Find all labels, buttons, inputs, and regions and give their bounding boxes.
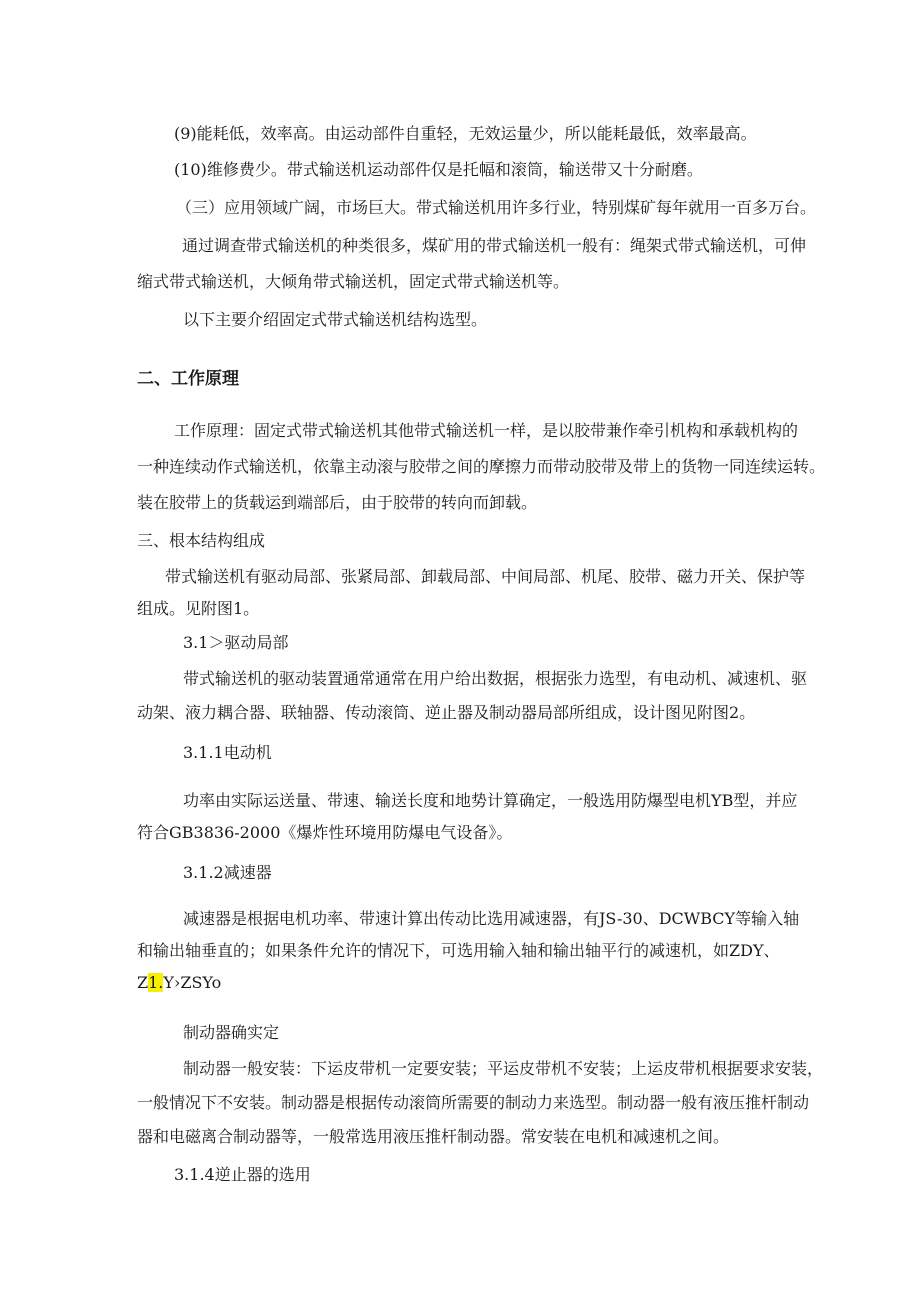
section-heading-working-principle: 二、工作原理	[137, 369, 239, 389]
paragraph-reducer-line-1: 减速器是根据电机功率、带速计算出传动比选用减速器，有JS-30、DCWBCY等输入轴	[183, 909, 800, 928]
paragraph-work-line-1: 工作原理：固定式带式输送机其他带式输送机一样，是以胶带兼作牵引机构和承载机构的	[174, 421, 799, 440]
paragraph-structure-line-2: 组成。见附图1。	[137, 599, 260, 618]
paragraph-structure-line-1: 带式输送机有驱动局部、张紧局部、卸载局部、中间局部、机尾、胶带、磁力开关、保护等	[165, 567, 806, 586]
paragraph-brake-line-3: 器和电磁离合制动器等，一般常选用液压推杆制动器。常安装在电机和减速机之间。	[137, 1127, 730, 1146]
paragraph-application: （三）应用领域广阔，市场巨大。带式输送机用许多行业，特别煤矿每年就用一百多万台。	[176, 198, 817, 217]
highlighted-text: 1.	[148, 973, 164, 992]
paragraph-motor-line-2: 符合GB3836-2000《爆炸性环境用防爆电气设备》。	[137, 823, 513, 842]
subsection-heading-3-1-2: 3.1.2减速器	[183, 863, 272, 882]
paragraph-brake-line-1: 制动器一般安装：下运皮带机一定要安装；平运皮带机不安装；上运皮带机根据要求安装，	[183, 1059, 824, 1078]
paragraph-reducer-line-3	[137, 972, 221, 994]
paragraph-survey-line-1: 通过调查带式输送机的种类很多，煤矿用的带式输送机一般有：绳架式带式输送机，可伸	[182, 236, 807, 255]
paragraph-motor-line-1: 功率由实际运送量、带速、输送长度和地势计算确定，一般选用防爆型电机YB型，并应	[183, 791, 798, 810]
subsection-heading-brake: 制动器确实定	[183, 1023, 280, 1042]
subsection-heading-3-1: 3.1＞驱动局部	[183, 633, 289, 652]
subsection-heading-3-1-1: 3.1.1电动机	[183, 743, 272, 762]
reducer-text-z: Z	[137, 973, 149, 992]
paragraph-brake-line-2: 一般情况下不安装。制动器是根据传动滚筒所需要的制动力来选型。制动器一般有液压推杆制动	[137, 1093, 810, 1112]
paragraph-work-line-3: 装在胶带上的货载运到端部后，由于胶带的转向而卸载。	[137, 493, 538, 512]
subsection-heading-3-1-4: 3.1.4逆止器的选用	[174, 1165, 311, 1184]
paragraph-item-9: (9)能耗低，效率高。由运动部件自重轻，无效运量少，所以能耗最低，效率最高。	[174, 124, 757, 143]
paragraph-survey-line-2: 缩式带式输送机，大倾角带式输送机，固定式带式输送机等。	[137, 272, 570, 291]
section-heading-structure: 三、根本结构组成	[137, 531, 266, 550]
paragraph-reducer-line-2: 和输出轴垂直的；如果条件允许的情况下，可选用输入轴和输出轴平行的减速机，如ZDY、	[137, 941, 780, 960]
paragraph-drive-line-1: 带式输送机的驱动装置通常通常在用户给出数据，根据张力选型，有电动机、减速机、驱	[183, 669, 808, 688]
paragraph-drive-line-2: 动架、液力耦合器、联轴器、传动滚筒、逆止器及制动器局部所组成，设计图见附图2。	[137, 703, 756, 722]
paragraph-item-10: (10)维修费少。带式输送机运动部件仅是托幅和滚筒，输送带又十分耐磨。	[174, 160, 703, 179]
paragraph-intro: 以下主要介绍固定式带式输送机结构选型。	[183, 310, 488, 329]
paragraph-work-line-2: 一种连续动作式输送机，依靠主动滚与胶带之间的摩擦力而带动胶带及带上的货物一同连续运转。	[137, 457, 826, 476]
reducer-text-rest: Y›ZSYo	[163, 973, 222, 992]
